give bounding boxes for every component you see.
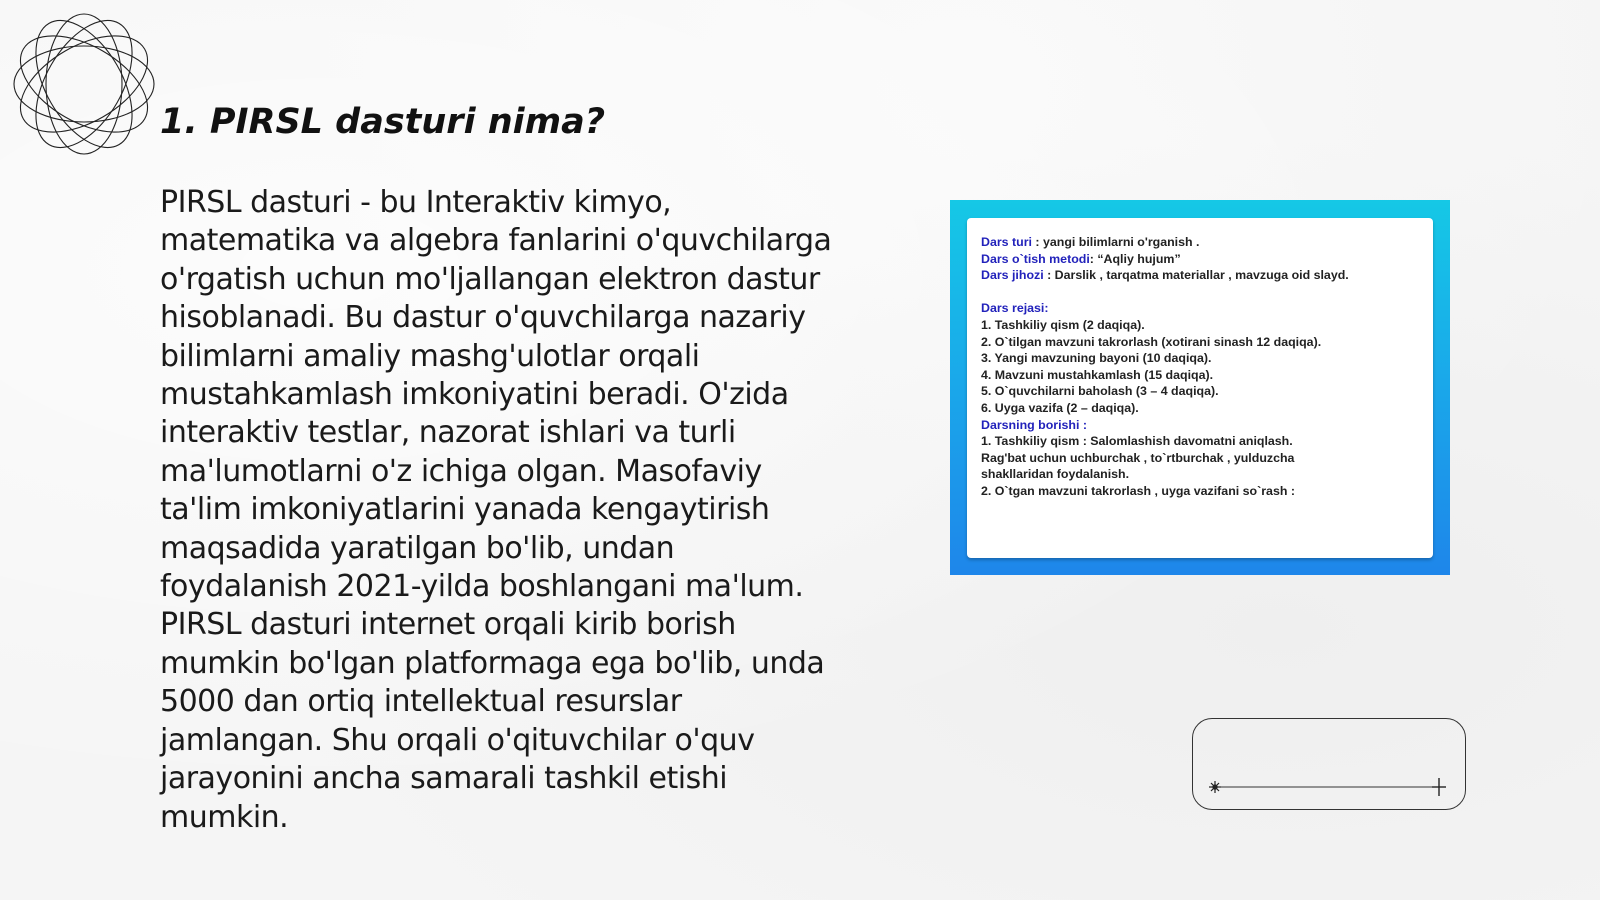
lesson-plan-label: Dars rejasi: bbox=[981, 301, 1049, 316]
lesson-method-row bbox=[981, 251, 1419, 268]
plan-item: 3. Yangi mavzuning bayoni (10 daqiqa). bbox=[981, 351, 1212, 366]
plan-item: 2. O`tilgan mavzuni takrorlash (xotirani sinash 12 daqiqa). bbox=[981, 334, 1322, 349]
lesson-equipment-row bbox=[981, 267, 1419, 284]
crosshair-icon bbox=[1432, 778, 1446, 796]
progress-item: shakllaridan foydalanish. bbox=[981, 467, 1130, 482]
progress-item: Rag'bat uchun uchburchak , to`rtburchak , yulduzcha bbox=[981, 450, 1295, 465]
plan-item: 1. Tashkiliy qism (2 daqiqa). bbox=[981, 317, 1145, 332]
progress-item: 1. Tashkiliy qism : Salomlashish davomatni aniqlash. bbox=[981, 434, 1293, 449]
lesson-method-label: Dars o`tish metodi bbox=[981, 251, 1090, 266]
lesson-equipment-value: : Darslik , tarqatma materiallar , mavzuga oid slayd. bbox=[1043, 268, 1349, 283]
slide-title: 1. PIRSL dasturi nima? bbox=[160, 102, 606, 142]
progress-item: 2. O`tgan mavzuni takrorlash , uyga vazifani so`rash : bbox=[981, 483, 1295, 498]
lesson-plan-card bbox=[967, 218, 1433, 558]
lesson-type-label: Dars turi bbox=[981, 235, 1032, 249]
spacer bbox=[981, 284, 1419, 301]
lesson-plan-image bbox=[950, 200, 1450, 575]
lesson-method-value: : “Aqliy hujum” bbox=[1089, 251, 1181, 266]
lesson-type-row bbox=[981, 234, 1419, 251]
plan-item: 4. Mavzuni mustahkamlash (15 daqiqa). bbox=[981, 367, 1214, 382]
lesson-equipment-label: Dars jihozi bbox=[981, 268, 1044, 283]
sparkle-icon bbox=[1209, 781, 1221, 793]
lesson-type-value: : yangi bilimlarni o'rganish . bbox=[1031, 235, 1200, 249]
slide-body-text: PIRSL dasturi - bu Interaktiv kimyo, matematika va algebra fanlarini o'quvchilarga o'rgatish uchun mo'ljallangan elektron dastur hisoblanadi. Bu dastur o'quvchilarga nazariy bilimlarni amaliy mashg'ulotlar orqali mustahkamlash imkoniyatini beradi. O'zida interaktiv testlar, nazorat ishlari va turli ma'lumotlarni o'z ichiga olgan. Masofaviy ta'lim imkoniyatlarini yanada kengaytirish maqsadida yaratilgan bo'lib, undan foydalanish 2021-yilda boshlangani ma'lum. PIRSL dasturi internet orqali kirib borish mumkin bo'lgan platformaga ega bo'lib, unda 5000 dan ortiq intellektual resurslar jamlangan. Shu orqali o'qituvchilar o'quv jarayonini ancha samarali tashkil etishi mumkin. bbox=[160, 185, 832, 835]
plan-item: 6. Uyga vazifa (2 – daqiqa). bbox=[981, 400, 1139, 415]
lesson-progress-label: Darsning borishi : bbox=[981, 417, 1088, 432]
orbit-rings-icon bbox=[10, 10, 158, 158]
decorative-slider-line bbox=[1207, 777, 1447, 797]
plan-item: 5. O`quvchilarni baholash (3 – 4 daqiqa). bbox=[981, 384, 1219, 399]
decorative-slider-box bbox=[1192, 718, 1466, 810]
